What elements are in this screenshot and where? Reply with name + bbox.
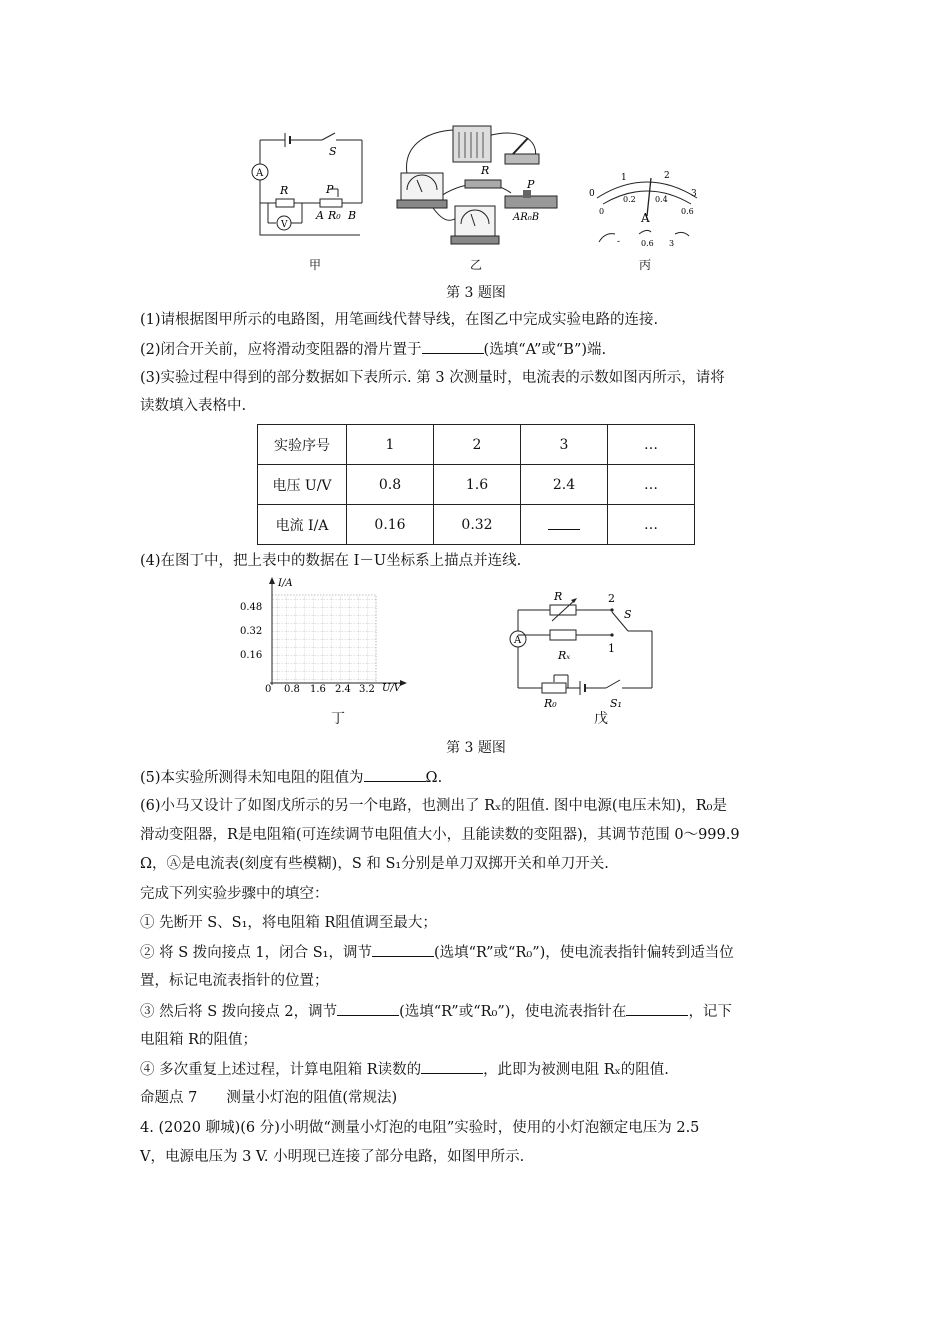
question-2-options: (选填“A”或“B”)端. [483, 342, 607, 358]
step-2-options: (选填“R”或“R₀”)，使电流表指针偏转到适当位 [433, 945, 734, 961]
rheostat-label-r0: R₀ [328, 209, 341, 222]
table-cell: 电压 U/V [258, 465, 347, 505]
table-cell: 0.16 [347, 505, 434, 545]
x-tick: 0.8 [284, 684, 300, 695]
switch-label-s: S [329, 145, 337, 158]
terminal-3: 3 [669, 239, 675, 248]
table-cell: 0.8 [347, 465, 434, 505]
step-4 [140, 1059, 669, 1080]
label-wu: 戊 [594, 711, 608, 727]
label-ding: 丁 [331, 711, 345, 727]
scale-0-4: 0.4 [655, 195, 668, 204]
scale-3: 3 [691, 189, 697, 199]
question-4b-line2: V，电源电压为 3 V. 小明现已连接了部分电路，如图甲所示. [140, 1149, 525, 1165]
y-tick: 0.32 [240, 626, 263, 637]
label-r-box: R [554, 590, 563, 603]
answer-blank-step4[interactable] [421, 1059, 483, 1074]
table-cell: … [608, 505, 695, 545]
scale-0: 0 [589, 189, 595, 199]
answer-blank-q2[interactable] [422, 339, 484, 354]
answer-blank-step3b[interactable] [626, 1001, 688, 1016]
figure-caption-top: 第 3 题图 [446, 285, 506, 301]
contact-1: 1 [608, 642, 615, 655]
table-row [258, 465, 695, 505]
circuit-diagram-wu [500, 585, 670, 710]
table-header-cell: … [608, 425, 695, 465]
scale-1: 1 [621, 173, 627, 183]
question-5-text: (5)本实验所测得未知电阻的阻值为 [140, 770, 364, 786]
step-4-text: ④ 多次重复上述过程，计算电阻箱 R读数的 [140, 1062, 422, 1078]
yi-label-ar0b: AR₀B [513, 212, 540, 223]
scale-0-inner: 0 [599, 207, 605, 216]
question-3-line1: (3)实验过程中得到的部分数据如下表所示. 第 3 次测量时，电流表的示数如图丙所示，请将 [140, 370, 725, 386]
ammeter-dial-bing [585, 170, 705, 250]
table-header-cell: 2 [434, 425, 521, 465]
apparatus-figure-yi [393, 118, 573, 253]
question-5-unit: Ω. [425, 770, 443, 786]
terminal-minus: - [617, 237, 621, 247]
label-rx: Rₓ [558, 649, 571, 662]
table-row [258, 505, 695, 545]
step-1: ① 先断开 S、S₁，将电阻箱 R阻值调至最大； [140, 915, 437, 931]
table-cell: 1.6 [434, 465, 521, 505]
x-tick: 2.4 [335, 684, 351, 695]
step-3-text: ③ 然后将 S 拨向接点 2，调节 [140, 1004, 338, 1020]
x-tick: 0 [265, 684, 272, 695]
step-3-line2: 电阻箱 R的阻值； [140, 1032, 258, 1048]
steps-intro: 完成下列实验步骤中的填空： [140, 886, 329, 902]
label-bing: 丙 [638, 258, 651, 272]
graph-y-label: I/A [278, 578, 293, 589]
terminal-label-b: B [348, 209, 357, 222]
answer-blank-q5[interactable] [364, 767, 426, 782]
table-header-cell: 3 [521, 425, 608, 465]
question-4b-line1: 4. (2020 聊城)(6 分)小明做“测量小灯泡的电阻”实验时，使用的小灯泡额定电压为 2.5 [140, 1120, 700, 1136]
step-2-line2: 置，标记电流表指针的位置； [140, 973, 329, 989]
step-2-text: ② 将 S 拨向接点 1，闭合 S₁，调节 [140, 945, 372, 961]
resistor-device [465, 180, 501, 188]
table-answer-cell[interactable] [521, 505, 608, 545]
data-table [257, 424, 695, 545]
answer-blank-step3a[interactable] [337, 1001, 399, 1016]
ammeter-symbol-wu: A [514, 635, 522, 646]
question-4: (4)在图丁中，把上表中的数据在 I－U坐标系上描点并连线. [140, 553, 522, 569]
x-tick: 1.6 [310, 684, 326, 695]
contact-2: 2 [608, 592, 615, 605]
label-s: S [624, 608, 632, 621]
y-tick: 0.48 [240, 602, 263, 613]
scale-0-6: 0.6 [681, 207, 694, 216]
label-yi: 乙 [469, 258, 482, 272]
yi-label-p: P [527, 178, 535, 191]
question-2-text: (2)闭合开关前，应将滑动变阻器的滑片置于 [140, 342, 422, 358]
slider-label-p: P [326, 183, 334, 196]
meter-unit: A [641, 211, 650, 225]
question-3-line2: 读数填入表格中. [140, 398, 247, 414]
topic-heading: 命题点 7 测量小灯泡的阻值(常规法) [140, 1090, 398, 1106]
table-header-cell: 实验序号 [258, 425, 347, 465]
iu-graph-ding[interactable] [232, 575, 422, 697]
voltmeter-symbol: V [281, 220, 288, 230]
answer-blank-step2[interactable] [372, 942, 434, 957]
question-5 [140, 767, 442, 788]
table-cell: 2.4 [521, 465, 608, 505]
question-6-line3: Ω，Ⓐ是电流表(刻度有些模糊)，S 和 S₁分别是单刀双掷开关和单刀开关. [140, 856, 609, 872]
step-3 [140, 1001, 732, 1022]
terminal-0-6: 0.6 [641, 239, 654, 248]
table-cell: 电流 I/A [258, 505, 347, 545]
y-tick: 0.16 [240, 650, 263, 661]
table-header-row [258, 425, 695, 465]
question-2 [140, 339, 606, 360]
table-cell: … [608, 465, 695, 505]
label-s1: S₁ [610, 697, 622, 710]
graph-x-label: U/V [382, 683, 402, 694]
circuit-diagram-jia [240, 125, 370, 245]
question-1: (1)请根据图甲所示的电路图，用笔画线代替导线，在图乙中完成实验电路的连接. [140, 312, 659, 328]
question-6-line1: (6)小马又设计了如图戊所示的另一个电路，也测出了 Rₓ的阻值. 图中电源(电压未知)，R₀是 [140, 798, 727, 814]
scale-2: 2 [664, 171, 670, 181]
ammeter-symbol: A [256, 168, 264, 179]
table-cell: 0.32 [434, 505, 521, 545]
knife-switch [505, 154, 539, 164]
x-tick: 3.2 [359, 684, 375, 695]
step-3-tail: ，记下 [688, 1004, 732, 1020]
label-jia: 甲 [308, 258, 321, 272]
resistor-label-r: R [280, 184, 289, 197]
label-r0: R₀ [544, 697, 557, 710]
answer-blank-current[interactable] [548, 515, 580, 530]
step-2 [140, 942, 734, 963]
scale-0-2: 0.2 [623, 195, 636, 204]
figure-caption-bottom: 第 3 题图 [446, 740, 506, 756]
question-6-line2: 滑动变阻器，R是电阻箱(可连续调节电阻值大小，且能读数的变阻器)，其调节范围 0～999.9 [140, 827, 740, 843]
table-header-cell: 1 [347, 425, 434, 465]
terminal-label-a: A [316, 209, 324, 222]
yi-label-r: R [481, 164, 490, 177]
step-4-tail: ，此即为被测电阻 Rₓ的阻值. [483, 1062, 669, 1078]
step-3-options: (选填“R”或“R₀”)，使电流表指针在 [399, 1004, 627, 1020]
